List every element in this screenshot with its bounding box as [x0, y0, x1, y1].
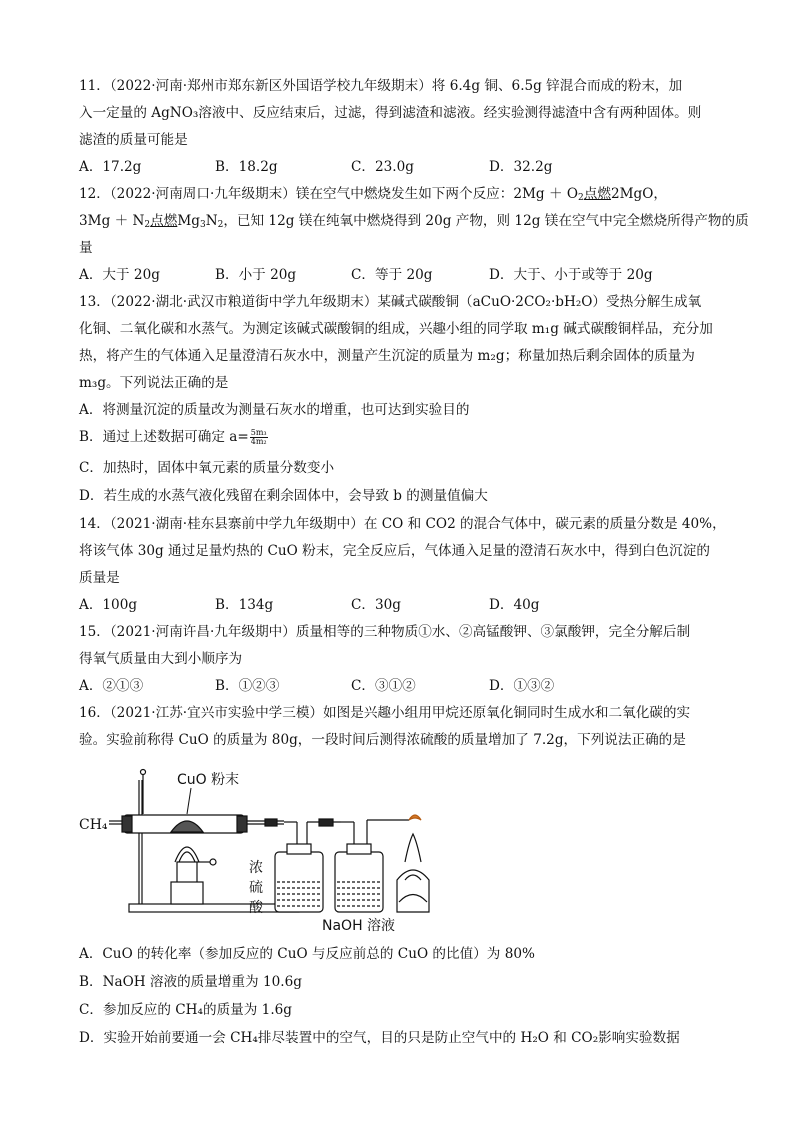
- q14-option-d: D．40g: [489, 597, 540, 613]
- q13-option-b: B．通过上述数据可确定 a= $\frac{\text{5m₃}}{\text{4m₂}}$: [79, 428, 267, 446]
- q15-line2: 得氧气质量由大到小顺序为: [79, 651, 243, 667]
- q13-line4: m₃g。下列说法正确的是: [79, 375, 229, 391]
- q13-option-c: C．加热时，固体中氧元素的质量分数变小: [79, 460, 335, 476]
- q11-line3: 滤渣的质量可能是: [79, 132, 188, 148]
- q11-option-a: A．17.2g: [79, 159, 142, 175]
- q11-line2: 入一定量的 AgNO₃溶液中、反应结束后，过滤，得到滤渣和滤液。经实验测得滤渣中含有两种固体。则: [79, 105, 702, 121]
- stand-base: [129, 904, 299, 912]
- q14-option-c: C．30g: [351, 597, 401, 613]
- cuo-label: CuO 粉末: [177, 772, 240, 788]
- q15-option-d: D．①③②: [489, 678, 555, 694]
- q12-line1: 12．（2022·河南周口·九年级期末）镁在空气中燃烧发生如下两个反应：$2Mg + O_2$点燃2MgO，: [79, 186, 667, 203]
- q12-option-a: A．大于 20g: [79, 267, 160, 283]
- acid-label-2: 硫: [249, 880, 263, 896]
- q16-option-d: D．实验开始前要通一会 CH₄排尽装置中的空气，目的只是防止空气中的 H₂O 和 CO₂影响实验数据: [79, 1030, 680, 1046]
- outlet-flame: [409, 815, 421, 820]
- fraction: $\frac{\text{5m₃}}{\text{4m₂}}$: [250, 428, 267, 446]
- q12-option-b: B．小于 20g: [215, 267, 297, 283]
- q16-option-a: A．CuO 的转化率（参加反应的 CuO 与反应前总的 CuO 的比值）为 80%: [79, 946, 535, 962]
- q12-option-d: D．大于、小于或等于 20g: [489, 267, 653, 283]
- q16-line1: 16．（2021·江苏·宜兴市实验中学三模）如图是兴趣小组用甲烷还原氧化铜同时生成水和二氧化碳的实: [79, 705, 691, 721]
- apparatus-diagram: [79, 762, 439, 934]
- q13-line2: 化铜、二氧化碳和水蒸气。为测定该碱式碳酸铜的组成，兴趣小组的同学取 m₁g 碱式碳酸铜样品，充分加: [79, 321, 713, 337]
- q14-line1: 14．（2021·湖南·桂东县寨前中学九年级期中）在 CO 和 CO2 的混合气体中，碳元素的质量分数是 40%，: [79, 516, 726, 532]
- q13-line3: 热，将产生的气体通入足量澄清石灰水中，测量产生沉淀的质量为 m₂g；称量加热后剩余固体的质量为: [79, 348, 695, 364]
- naoh-label: NaOH 溶液: [322, 918, 396, 934]
- acid-label-1: 浓: [249, 860, 263, 876]
- q14-option-b: B．134g: [215, 597, 274, 613]
- reaction-condition: 点燃: [583, 186, 611, 202]
- q15-option-b: B．①②③: [215, 678, 280, 694]
- acid-label-3: 酸: [249, 900, 263, 916]
- q13-option-d: D．若生成的水蒸气液化残留在剩余固体中，会导致 b 的测量值偏大: [79, 488, 488, 504]
- reaction-condition: 点燃: [150, 213, 178, 229]
- q14-option-a: A．100g: [79, 597, 138, 613]
- q12-option-c: C．等于 20g: [351, 267, 433, 283]
- q14-line3: 质量是: [79, 570, 120, 586]
- q11-option-c: C．23.0g: [351, 159, 414, 175]
- q11-option-d: D．32.2g: [489, 159, 553, 175]
- q16-option-b: B．NaOH 溶液的质量增重为 10.6g: [79, 974, 302, 990]
- q15-option-c: C．③①②: [351, 678, 416, 694]
- q12-line2: $3Mg + N_2$点燃$Mg_3N_2$，已知 12g 镁在纯氧中燃烧得到 20g 产物，则 12g 镁在空气中完全燃烧所得产物的质: [79, 213, 749, 230]
- q11-line1: 11．（2022·河南·郑州市郑东新区外国语学校九年级期末）将 6.4g 铜、6.5g 锌混合而成的粉末，加: [79, 78, 683, 94]
- q15-line1: 15．（2021·河南许昌·九年级期中）质量相等的三种物质①水、②高锰酸钾、③氯酸钾，完全分解后制: [79, 624, 691, 640]
- q13-option-a: A．将测量沉淀的质量改为测量石灰水的增重，也可达到实验目的: [79, 402, 470, 418]
- ch4-label: CH₄: [79, 817, 108, 833]
- alcohol-lamp: [397, 870, 429, 912]
- q16-line2: 验。实验前称得 CuO 的质量为 80g，一段时间后测得浓硫酸的质量增加了 7.2g，下列说法正确的是: [79, 732, 686, 748]
- q16-option-c: C．参加反应的 CH₄的质量为 1.6g: [79, 1002, 293, 1018]
- q12-line3: 量: [79, 240, 93, 256]
- q14-line2: 将该气体 30g 通过足量灼热的 CuO 粉末，完全反应后，气体通入足量的澄清石灰水中，得到白色沉淀的: [79, 543, 710, 559]
- q13-line1: 13．（2022·湖北·武汉市粮道街中学九年级期末）某碱式碳酸铜（aCuO·2CO₂·bH₂O）受热分解生成氧: [79, 294, 702, 310]
- q15-option-a: A．②①③: [79, 678, 144, 694]
- q11-option-b: B．18.2g: [215, 159, 278, 175]
